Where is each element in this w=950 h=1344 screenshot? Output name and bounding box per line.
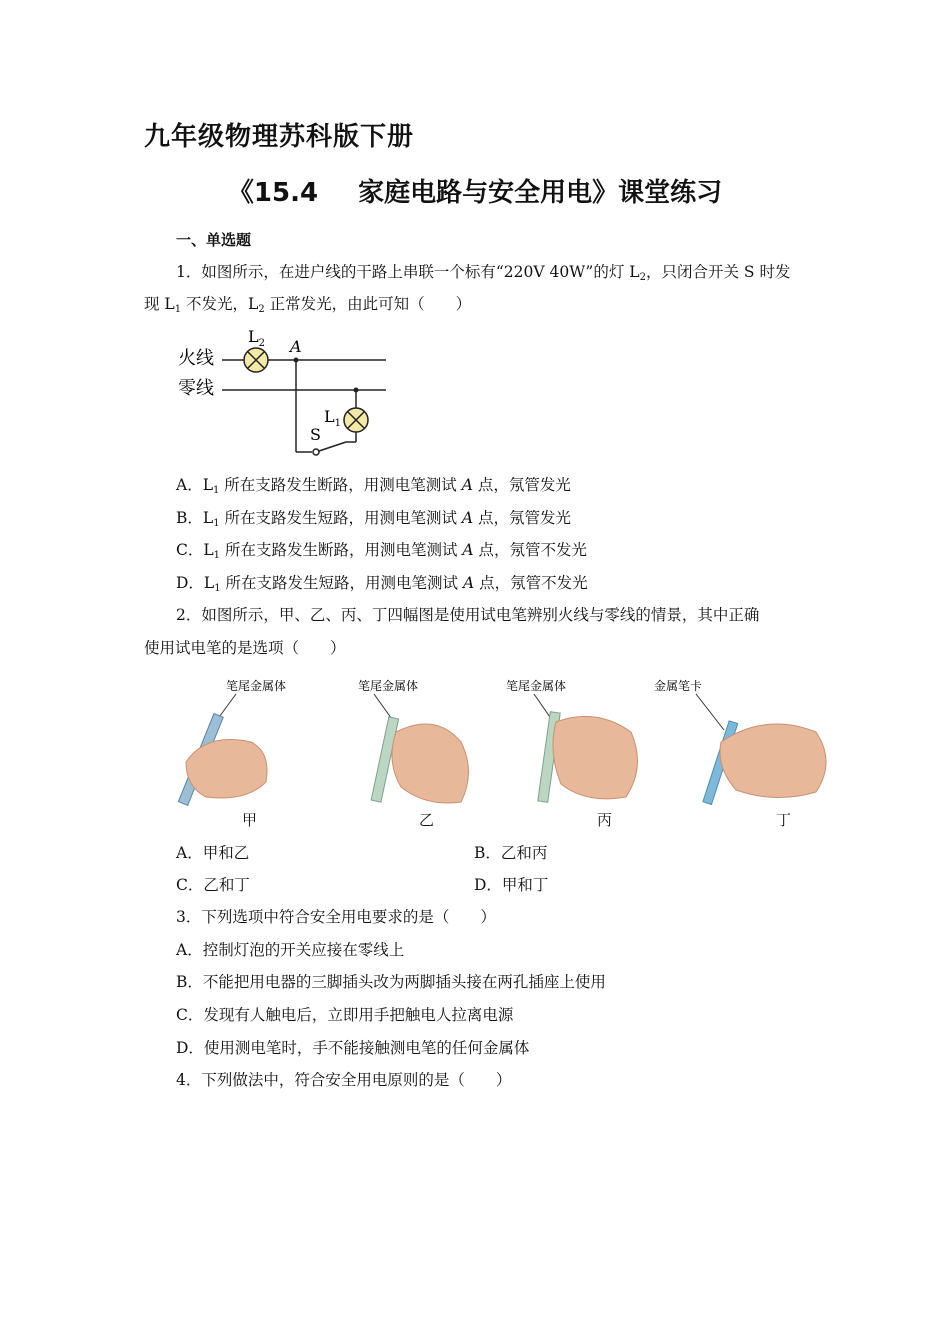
lamp-l2-icon: [244, 348, 268, 372]
circuit-diagram: [174, 322, 394, 462]
q3-stem: 3．下列选项中符合安全用电要求的是（ ）: [176, 908, 496, 926]
q2-option-d[interactable]: D．甲和丁: [474, 876, 549, 894]
q2-stem-line1: 2．如图所示，甲、乙、丙、丁四幅图是使用试电笔辨别火线与零线的情景，其中正确: [176, 606, 760, 624]
q1-option-d[interactable]: D．$L_1$ 所在支路发生短路，用测电笔测试 A 点，氖管不发光: [176, 574, 588, 594]
q2-stem-line2: 使用试电笔的是选项（ ）: [144, 639, 346, 657]
switch-s-label: S: [310, 425, 321, 444]
caption-bing: 丙: [597, 811, 613, 829]
q2-option-b[interactable]: B．乙和丙: [474, 844, 548, 862]
q1-stem-line2: 现 $L_1$ 不发光，$L_2$ 正常发光，由此可知（ ）: [144, 295, 472, 315]
q2-option-a[interactable]: A．甲和乙: [176, 844, 250, 862]
q3-option-d[interactable]: D．使用测电笔时，手不能接触测电笔的任何金属体: [176, 1039, 530, 1057]
q4-stem: 4．下列做法中，符合安全用电原则的是（ ）: [176, 1071, 512, 1089]
pen-figure-jia: [178, 678, 286, 805]
q1-option-b[interactable]: B．$L_1$ 所在支路发生短路，用测电笔测试 A 点，氖管发光: [176, 509, 572, 529]
svg-text:笔尾金属体: 笔尾金属体: [226, 679, 287, 693]
q3-option-b[interactable]: B．不能把用电器的三脚插头改为两脚插头接在两孔插座上使用: [176, 973, 606, 991]
subtitle-part2: 家庭电路与安全用电》课堂练习: [358, 178, 723, 208]
q1-stem-line1: 1．如图所示，在进户线的干路上串联一个标有“220V 40W”的灯 $L_2$，只闭合开关 S 时发: [176, 263, 791, 283]
svg-text:金属笔卡: 金属笔卡: [654, 679, 703, 693]
pen-figure-yi: [358, 678, 469, 803]
q1-option-a[interactable]: A．$L_1$ 所在支路发生断路，用测电笔测试 A 点，氖管发光: [176, 476, 571, 496]
lamp-l1-label: $L_1$: [324, 407, 341, 429]
switch-blade: [319, 442, 346, 451]
lamp-l2-label: $L_2$: [248, 327, 265, 349]
section-heading: 一、单选题: [176, 231, 252, 249]
q3-option-c[interactable]: C．发现有人触电后，立即用手把触电人拉离电源: [176, 1006, 514, 1024]
tester-pen-figures: [176, 672, 836, 832]
lamp-l1-icon: [344, 408, 368, 432]
caption-ding: 丁: [776, 811, 792, 829]
pen-figure-bing: [506, 678, 637, 802]
point-a-label: A: [290, 337, 302, 356]
q3-option-a[interactable]: A．控制灯泡的开关应接在零线上: [176, 941, 405, 959]
pen-figure-ding: [654, 678, 826, 804]
svg-text:笔尾金属体: 笔尾金属体: [358, 679, 419, 693]
q1-option-c[interactable]: C．$L_1$ 所在支路发生断路，用测电笔测试 A 点，氖管不发光: [176, 541, 588, 561]
svg-text:笔尾金属体: 笔尾金属体: [506, 679, 567, 693]
subtitle-part1: 《15.4: [227, 178, 319, 208]
pen-illustrations: [176, 672, 836, 807]
switch-contact: [313, 449, 319, 455]
document-subtitle: [0, 172, 950, 209]
caption-yi: 乙: [419, 811, 435, 829]
q2-option-c[interactable]: C．乙和丁: [176, 876, 250, 894]
neutral-wire-label: 零线: [178, 378, 214, 399]
live-wire-label: 火线: [178, 348, 214, 369]
caption-jia: 甲: [242, 811, 258, 829]
document-title: 九年级物理苏科版下册: [144, 122, 415, 152]
